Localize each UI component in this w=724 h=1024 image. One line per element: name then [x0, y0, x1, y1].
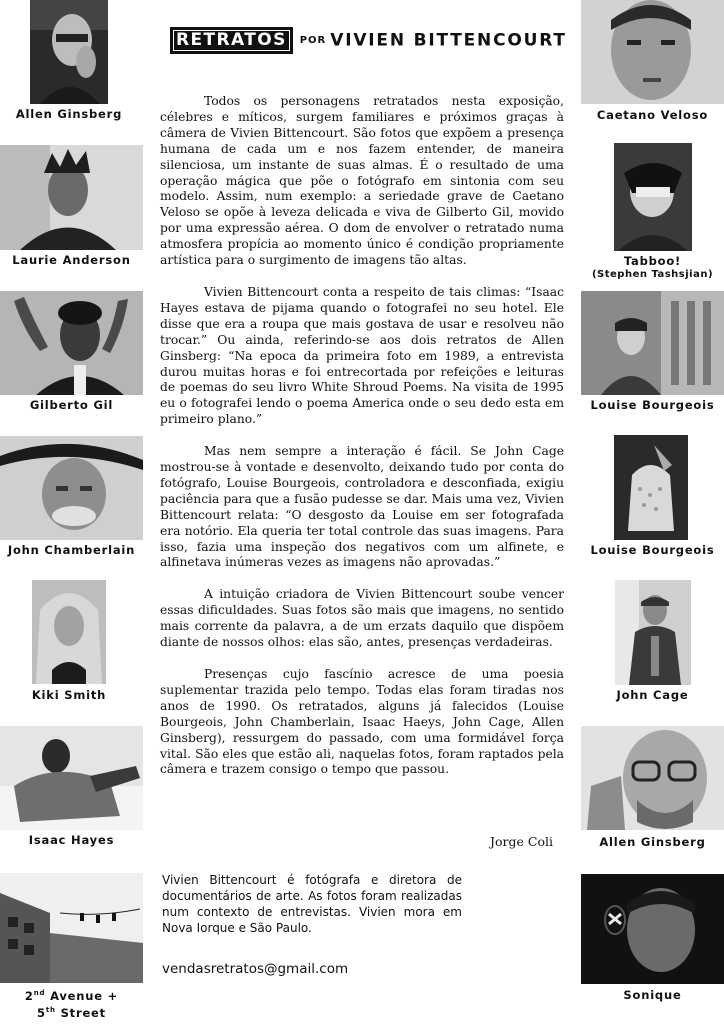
portrait-caption-laurie-anderson: Laurie Anderson: [12, 253, 131, 267]
caption-tabboo-name: Tabboo!: [623, 254, 682, 268]
portrait-photo-isaac-hayes: [0, 726, 143, 830]
portrait-photo-john-chamberlain: [0, 436, 143, 540]
essay-paragraph-1: Todos os personagens retratados nesta exposição, célebres e míticos, surgem familiares e próximos graças à câmera de Vivien Bittencourt. São fotos que expõem a presença humana de cada um e nos fazem entender, de maneira silenciosa, um instante de suas almas. É o resultado de uma operação mágica que põe o fotógrafo em sintonia com seu modelo. Assim, num exemplo: a seriedade grave de Caetano Veloso se opõe à leveza delicada e viva de Gilberto Gil, movido por uma expressão aérea. O dom de envolver o retratado numa atmosfera propícia ao momento único é condição propriamente artística para o surgimento de imagens tão altas.: [160, 94, 564, 268]
caption-line-2: 5th Street: [37, 1005, 106, 1020]
title-by: POR: [299, 35, 327, 46]
portrait-photo-louise-bourgeois-2: [614, 435, 688, 540]
portrait-caption-sonique: Sonique: [623, 988, 682, 1002]
essay-signature: Jorge Coli: [490, 834, 553, 849]
portrait-photo-gilberto-gil: [0, 291, 143, 395]
portrait-caption-louise-bourgeois-2: Louise Bourgeois: [590, 543, 715, 557]
contact-email-link[interactable]: vendasretratos@gmail.com: [162, 961, 349, 977]
portrait-caption-isaac-hayes: Isaac Hayes: [28, 833, 115, 847]
portrait-caption-caetano-veloso: Caetano Veloso: [596, 108, 709, 122]
portrait-caption-allen-ginsberg-right: Allen Ginsberg: [599, 835, 706, 849]
portrait-photo-2nd-avenue-5th-street: [0, 873, 143, 983]
portrait-photo-allen-ginsberg-right: [581, 726, 724, 830]
portrait-caption-allen-ginsberg-left: Allen Ginsberg: [15, 107, 123, 121]
title-word: RETRATOS: [170, 27, 293, 54]
portrait-photo-sonique: [581, 874, 724, 984]
essay-paragraph-3: Mas nem sempre a interação é fácil. Se John Cage mostrou-se à vontade e desenvolto, deixando tudo por conta do fotógrafo, Louise Bourgeois, controladora e desconfiada, exigiu paciência para que a fusão pudesse se dar. Mais uma vez, Vivien Bittencourt relata: “O desgosto da Louise em ser fotografada era notório. Ela queria ter total controle das suas imagens. Para isso, fazia uma inspeção dos negativos com um alfinete, e alfinetava inúmeras vezes as imagens não aprovadas.”: [160, 444, 564, 570]
portrait-caption-tabboo: [581, 254, 724, 282]
essay-paragraph-2: Vivien Bittencourt conta a respeito de tais climas: “Isaac Hayes estava de pijama quando o fotografei no seu hotel. Ele disse que era a roupa que mais gostava de usar e resolveu não trocar.” Ou ainda, referindo-se aos dois retratos de Allen Ginsberg: “Na epoca da primeira foto em 1989, a entrevista durou muitas horas e foi entrecortada por refeições e leituras de poemas do seu livro White Shroud Poems. Na visita de 1995 eu o fotografei lendo o poema America onde o seu dedo esta em primeiro plano.”: [160, 284, 564, 427]
portrait-photo-laurie-anderson: [0, 145, 143, 250]
portrait-photo-allen-ginsberg-left: [30, 0, 108, 104]
portrait-photo-kiki-smith: [32, 580, 106, 684]
page-title: [170, 27, 567, 53]
portrait-caption-2nd-avenue-5th-street: [0, 986, 143, 1020]
portrait-photo-louise-bourgeois-1: [581, 291, 724, 395]
portrait-photo-tabboo: [614, 143, 692, 251]
portrait-photo-john-cage: [615, 580, 691, 685]
portrait-caption-gilberto-gil: Gilberto Gil: [29, 398, 114, 412]
essay-text: [160, 94, 564, 794]
portrait-caption-kiki-smith: Kiki Smith: [31, 688, 107, 702]
caption-line-1: 2nd Avenue +: [24, 988, 119, 1003]
portrait-caption-louise-bourgeois-1: Louise Bourgeois: [590, 398, 715, 412]
portrait-caption-john-chamberlain: John Chamberlain: [7, 543, 136, 557]
portrait-caption-john-cage: John Cage: [616, 688, 689, 702]
essay-paragraph-4: A intuição criadora de Vivien Bittencourt soube vencer essas dificuldades. Suas fotos são mais que imagens, no sentido mais corrente da palavra, a de um erzats daquilo que dispõem diante de nossos olhos: elas são, antes, presenças verdadeiras.: [160, 587, 564, 650]
essay-paragraph-5: Presenças cujo fascínio acresce de uma poesia suplementar trazida pelo tempo. Todas elas foram tiradas nos anos de 1990. Os retratados, alguns já falecidos (Louise Bourgeois, John Chamberlain, Isaac Haeys, John Cage, Allen Ginsberg), ressurgem do passado, com uma formidável força vital. São eles que estão ali, naquelas fotos, foram raptados pela câmera e trazem consigo o tempo que passou.: [160, 667, 564, 777]
portrait-photo-caetano-veloso: [581, 0, 724, 104]
title-artist: VIVIEN BITTENCOURT: [330, 30, 567, 51]
caption-tabboo-subname: (Stephen Tashsjian): [591, 269, 714, 280]
photographer-bio: Vivien Bittencourt é fotógrafa e diretora de documentários de arte. As fotos foram realizadas num contexto de entrevistas. Vivien mora em Nova Iorque e São Paulo.: [162, 873, 462, 935]
